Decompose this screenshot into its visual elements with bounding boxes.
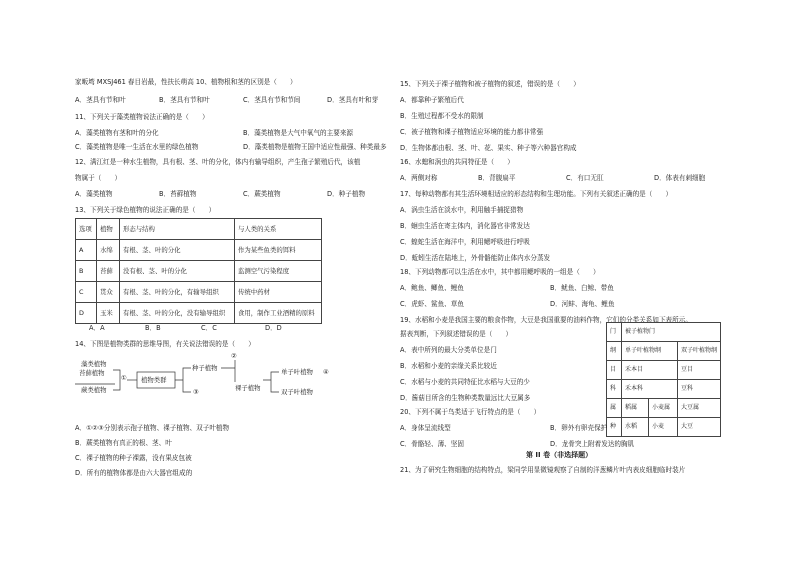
q12-option-d: D．种子植物 xyxy=(327,190,366,198)
q19-option-a: A．表中所列的最大分类单位是门 xyxy=(400,346,497,354)
q19-stem: 19、水稻和小麦是我国主要的粮食作物，大豆是我国重要的油料作物，它们的分类关系如下表所示。 xyxy=(400,316,692,324)
q12-stem: 12、满江红是一种水生植物，具有根、茎、叶的分化，体内有输导组织，产生孢子繁殖后代，该植 xyxy=(75,158,361,166)
mind-map-label-3: ③ xyxy=(193,388,199,396)
table-cell: 科 xyxy=(607,380,622,399)
q21-stem: 21、为了研究生物细胞的结构特点，梁同学用显微镜观察了自制的洋葱鳞片叶内表皮细胞临时装片 xyxy=(400,466,686,474)
q14-option-c: C．裸子植物的种子裸露，没有果皮包被 xyxy=(75,454,192,462)
table-cell: D xyxy=(76,303,97,324)
mind-map-fern: 蕨类植物 xyxy=(81,386,107,394)
q19-stem-cont: 据表判断，下列叙述错误的是（ ） xyxy=(400,330,513,338)
table-row xyxy=(76,303,322,324)
q19-option-b: B．水稻和小麦的亲缘关系比较近 xyxy=(400,362,497,370)
table-cell: 禾本科 xyxy=(622,380,678,399)
table-cell: 食用，制作工业酒精的原料 xyxy=(235,303,322,324)
q12-option-b: B．苔藓植物 xyxy=(159,190,197,198)
table-cell: 作为某些鱼类的饵料 xyxy=(235,240,322,261)
q14-option-d: D．所有的植物体都是由六大器官组成的 xyxy=(75,469,193,477)
q12-option-c: C．蕨类植物 xyxy=(243,190,281,198)
table-cell: 豆科 xyxy=(678,380,721,399)
q13-options xyxy=(89,324,282,333)
table-cell: 稻属 xyxy=(622,399,649,418)
table-cell: C xyxy=(76,282,97,303)
table-cell: 目 xyxy=(607,361,622,380)
q17-option-a: A．涡虫生活在淡水中，利用触手捕捉猎物 xyxy=(400,206,524,214)
table-cell: 贯众 xyxy=(97,282,120,303)
table-row xyxy=(76,261,322,282)
table-cell: 小麦 xyxy=(649,418,678,437)
q15-option-d: D．生物体都由根、茎、叶、花、果实、种子等六种器官构成 xyxy=(400,144,577,152)
q18-option-d: D．河蚌、海龟、鲤鱼 xyxy=(550,300,615,308)
table-row xyxy=(76,282,322,303)
q12-options xyxy=(75,190,365,199)
q13-option-d: D．D xyxy=(265,324,282,332)
table-cell: 水稻 xyxy=(622,418,649,437)
table-cell: 双子叶植物纲 xyxy=(678,342,721,361)
q10-option-d: D．茎具有叶和芽 xyxy=(327,96,379,104)
table-row xyxy=(607,399,721,418)
table-row xyxy=(76,240,322,261)
table-cell: A xyxy=(76,240,97,261)
table-cell: B xyxy=(76,261,97,282)
table-cell: 有根、茎、叶的分化 xyxy=(120,240,235,261)
mind-map-moss: 苔藓植物 xyxy=(79,369,105,377)
q20-option-c: C．骨骼轻、薄、坚固 xyxy=(400,440,464,448)
table-cell: 玉米 xyxy=(97,303,120,324)
table-row xyxy=(607,418,721,437)
q10-options xyxy=(75,96,378,105)
section-title: 第 II 卷（非选择题） xyxy=(526,451,593,459)
q20-option-d: D．龙骨突上附着发达的胸肌 xyxy=(550,440,635,448)
table-cell: 苔藓 xyxy=(97,261,120,282)
q14-option-a: A．①②③分别表示孢子植物、裸子植物、双子叶植物 xyxy=(75,424,230,432)
table-cell: 水绵 xyxy=(97,240,120,261)
q16-option-a: A．两侧对称 xyxy=(400,174,438,182)
q15-stem: 15、下列关于裸子植物和被子植物的叙述，错误的是（ ） xyxy=(400,80,580,88)
plant-mind-map xyxy=(75,352,375,426)
table-cell: 豆目 xyxy=(678,361,721,380)
q19-option-d: D．酱菇目所含的生物种类数量远比大豆属多 xyxy=(400,394,531,402)
table-cell: 门 xyxy=(607,323,622,342)
q18-stem: 18、下列动物都可以生活在水中，其中都用鳃呼吸的一组是（ ） xyxy=(400,268,600,276)
q14-option-b: B．蕨类植物有真正的根、茎、叶 xyxy=(75,439,172,447)
mind-map-seed: 种子植物 xyxy=(192,364,218,372)
table-cell: 单子叶植物纲 xyxy=(622,342,678,361)
table-cell: 没有根、茎、叶的分化 xyxy=(120,261,235,282)
q11-option-b: B．藻类植物是大气中氧气的主要来源 xyxy=(243,129,354,137)
mind-map-label-2: ② xyxy=(231,352,237,360)
mind-map-monocot: 单子叶植物 xyxy=(281,368,313,376)
mind-map-algae: 藻类植物 xyxy=(81,360,107,368)
q15-option-c: C．被子植物和裸子植物适应环境的能力都非常强 xyxy=(400,128,544,136)
q13-option-c: C．C xyxy=(201,324,217,332)
mind-map-dicot: 双子叶植物 xyxy=(281,388,313,396)
q12-option-a: A．藻类植物 xyxy=(75,190,113,198)
q10-option-c: C．茎具有节和节间 xyxy=(243,96,301,104)
table-row xyxy=(607,342,721,361)
q11-option-a: A．藻类植物有茎和叶的分化 xyxy=(75,129,159,137)
q16-option-c: C．有口无肛 xyxy=(566,174,604,182)
q18-option-c: C．虎虾、鲨鱼、草鱼 xyxy=(400,300,464,308)
mind-map-label-1: ① xyxy=(121,374,127,382)
table-cell: 被子植物门 xyxy=(622,323,721,342)
table-cell: 植物 xyxy=(97,219,120,240)
q10-option-b: B．茎具有节和叶 xyxy=(159,96,210,104)
q16-stem: 16、水螅和涡虫的共同特征是（ ） xyxy=(400,158,514,166)
q18-option-a: A．鲍鱼、鲫鱼、鲤鱼 xyxy=(400,284,464,292)
q13-stem: 13、下列关于绿色植物的说法正确的是（ ） xyxy=(75,206,216,214)
table-cell: 与人类的关系 xyxy=(235,219,322,240)
table-cell: 小麦属 xyxy=(649,399,678,418)
q17-stem: 17、每种动物都有其生活环境相适应的形态结构和生理功能。下列有关叙述正确的是（ ） xyxy=(400,190,673,198)
q16-options xyxy=(400,174,705,183)
table-row xyxy=(607,380,721,399)
table-cell: 禾本目 xyxy=(622,361,678,380)
table-cell: 大豆属 xyxy=(678,399,721,418)
table-cell: 种 xyxy=(607,418,622,437)
table-row xyxy=(607,323,721,342)
mind-map-label-4: ④ xyxy=(323,368,329,376)
table-header xyxy=(76,219,322,240)
q17-option-b: B．蛔虫生活在寄主体内，消化器官非常发达 xyxy=(400,222,530,230)
q18-option-b: B．鱿鱼、白鲸、带鱼 xyxy=(550,284,614,292)
table-cell: 属 xyxy=(607,399,622,418)
q11-option-c: C．藻类植物是唯一生活在水里的绿色植物 xyxy=(75,143,199,151)
q13-table xyxy=(75,218,322,324)
table-cell: 大豆 xyxy=(678,418,721,437)
table-cell: 纲 xyxy=(607,342,622,361)
table-cell: 监测空气污染程度 xyxy=(235,261,322,282)
q11-option-d: D．藻类植物是植物王国中适应性最强、种类最多 xyxy=(243,143,387,151)
mind-map-gymno: 裸子植物 xyxy=(235,384,261,392)
table-cell: 有根、茎、叶的分化，没有输导组织 xyxy=(120,303,235,324)
mind-map-center: 植物类群 xyxy=(141,376,167,384)
q20-option-a: A．身体呈流线型 xyxy=(400,424,451,432)
table-cell: 选项 xyxy=(76,219,97,240)
q17-option-c: C．蝗蛇生活在海洋中，利用鳃呼吸进行呼吸 xyxy=(400,238,530,246)
q12-stem-cont: 物属于（ ） xyxy=(75,174,122,182)
q17-option-d: D．蚯蚓生活在陆地上，外骨骼能防止体内水分蒸发 xyxy=(400,254,551,262)
q10-stem: 家畈塆 MXSJ461 春目岩最，性扶长萌高 10、植物根和茎的区别是（ ） xyxy=(75,78,297,86)
table-cell: 形态与结构 xyxy=(120,219,235,240)
q19-option-c: C．水稻与小麦的共同特征比水稻与大豆的少 xyxy=(400,378,530,386)
table-cell: 有根、茎、叶的分化，有输导组织 xyxy=(120,282,235,303)
q15-option-b: B．生殖过程都不受水的限制 xyxy=(400,112,484,120)
q16-option-b: B．背腹扁平 xyxy=(478,174,516,182)
q20-option-b: B．卵外有卵壳保护 xyxy=(550,424,608,432)
mind-map-lines xyxy=(75,356,375,426)
q14-stem: 14、下图是植物类群的思维导图，有关说法错误的是（ ） xyxy=(75,340,255,348)
q13-option-a: A．A xyxy=(89,324,105,332)
classification-table xyxy=(606,322,721,437)
table-row xyxy=(607,361,721,380)
q15-option-a: A．都靠种子繁殖后代 xyxy=(400,96,464,104)
q11-stem: 11、下列关于藻类植物说法正确的是（ ） xyxy=(75,113,209,121)
q20-stem: 20、下列不属于鸟类适于飞行特点的是（ ） xyxy=(400,408,541,416)
table-cell: 传统中药材 xyxy=(235,282,322,303)
q13-option-b: B．B xyxy=(145,324,161,332)
q10-option-a: A．茎具有节和叶 xyxy=(75,96,126,104)
q16-option-d: D．体表有刺细胞 xyxy=(654,174,706,182)
